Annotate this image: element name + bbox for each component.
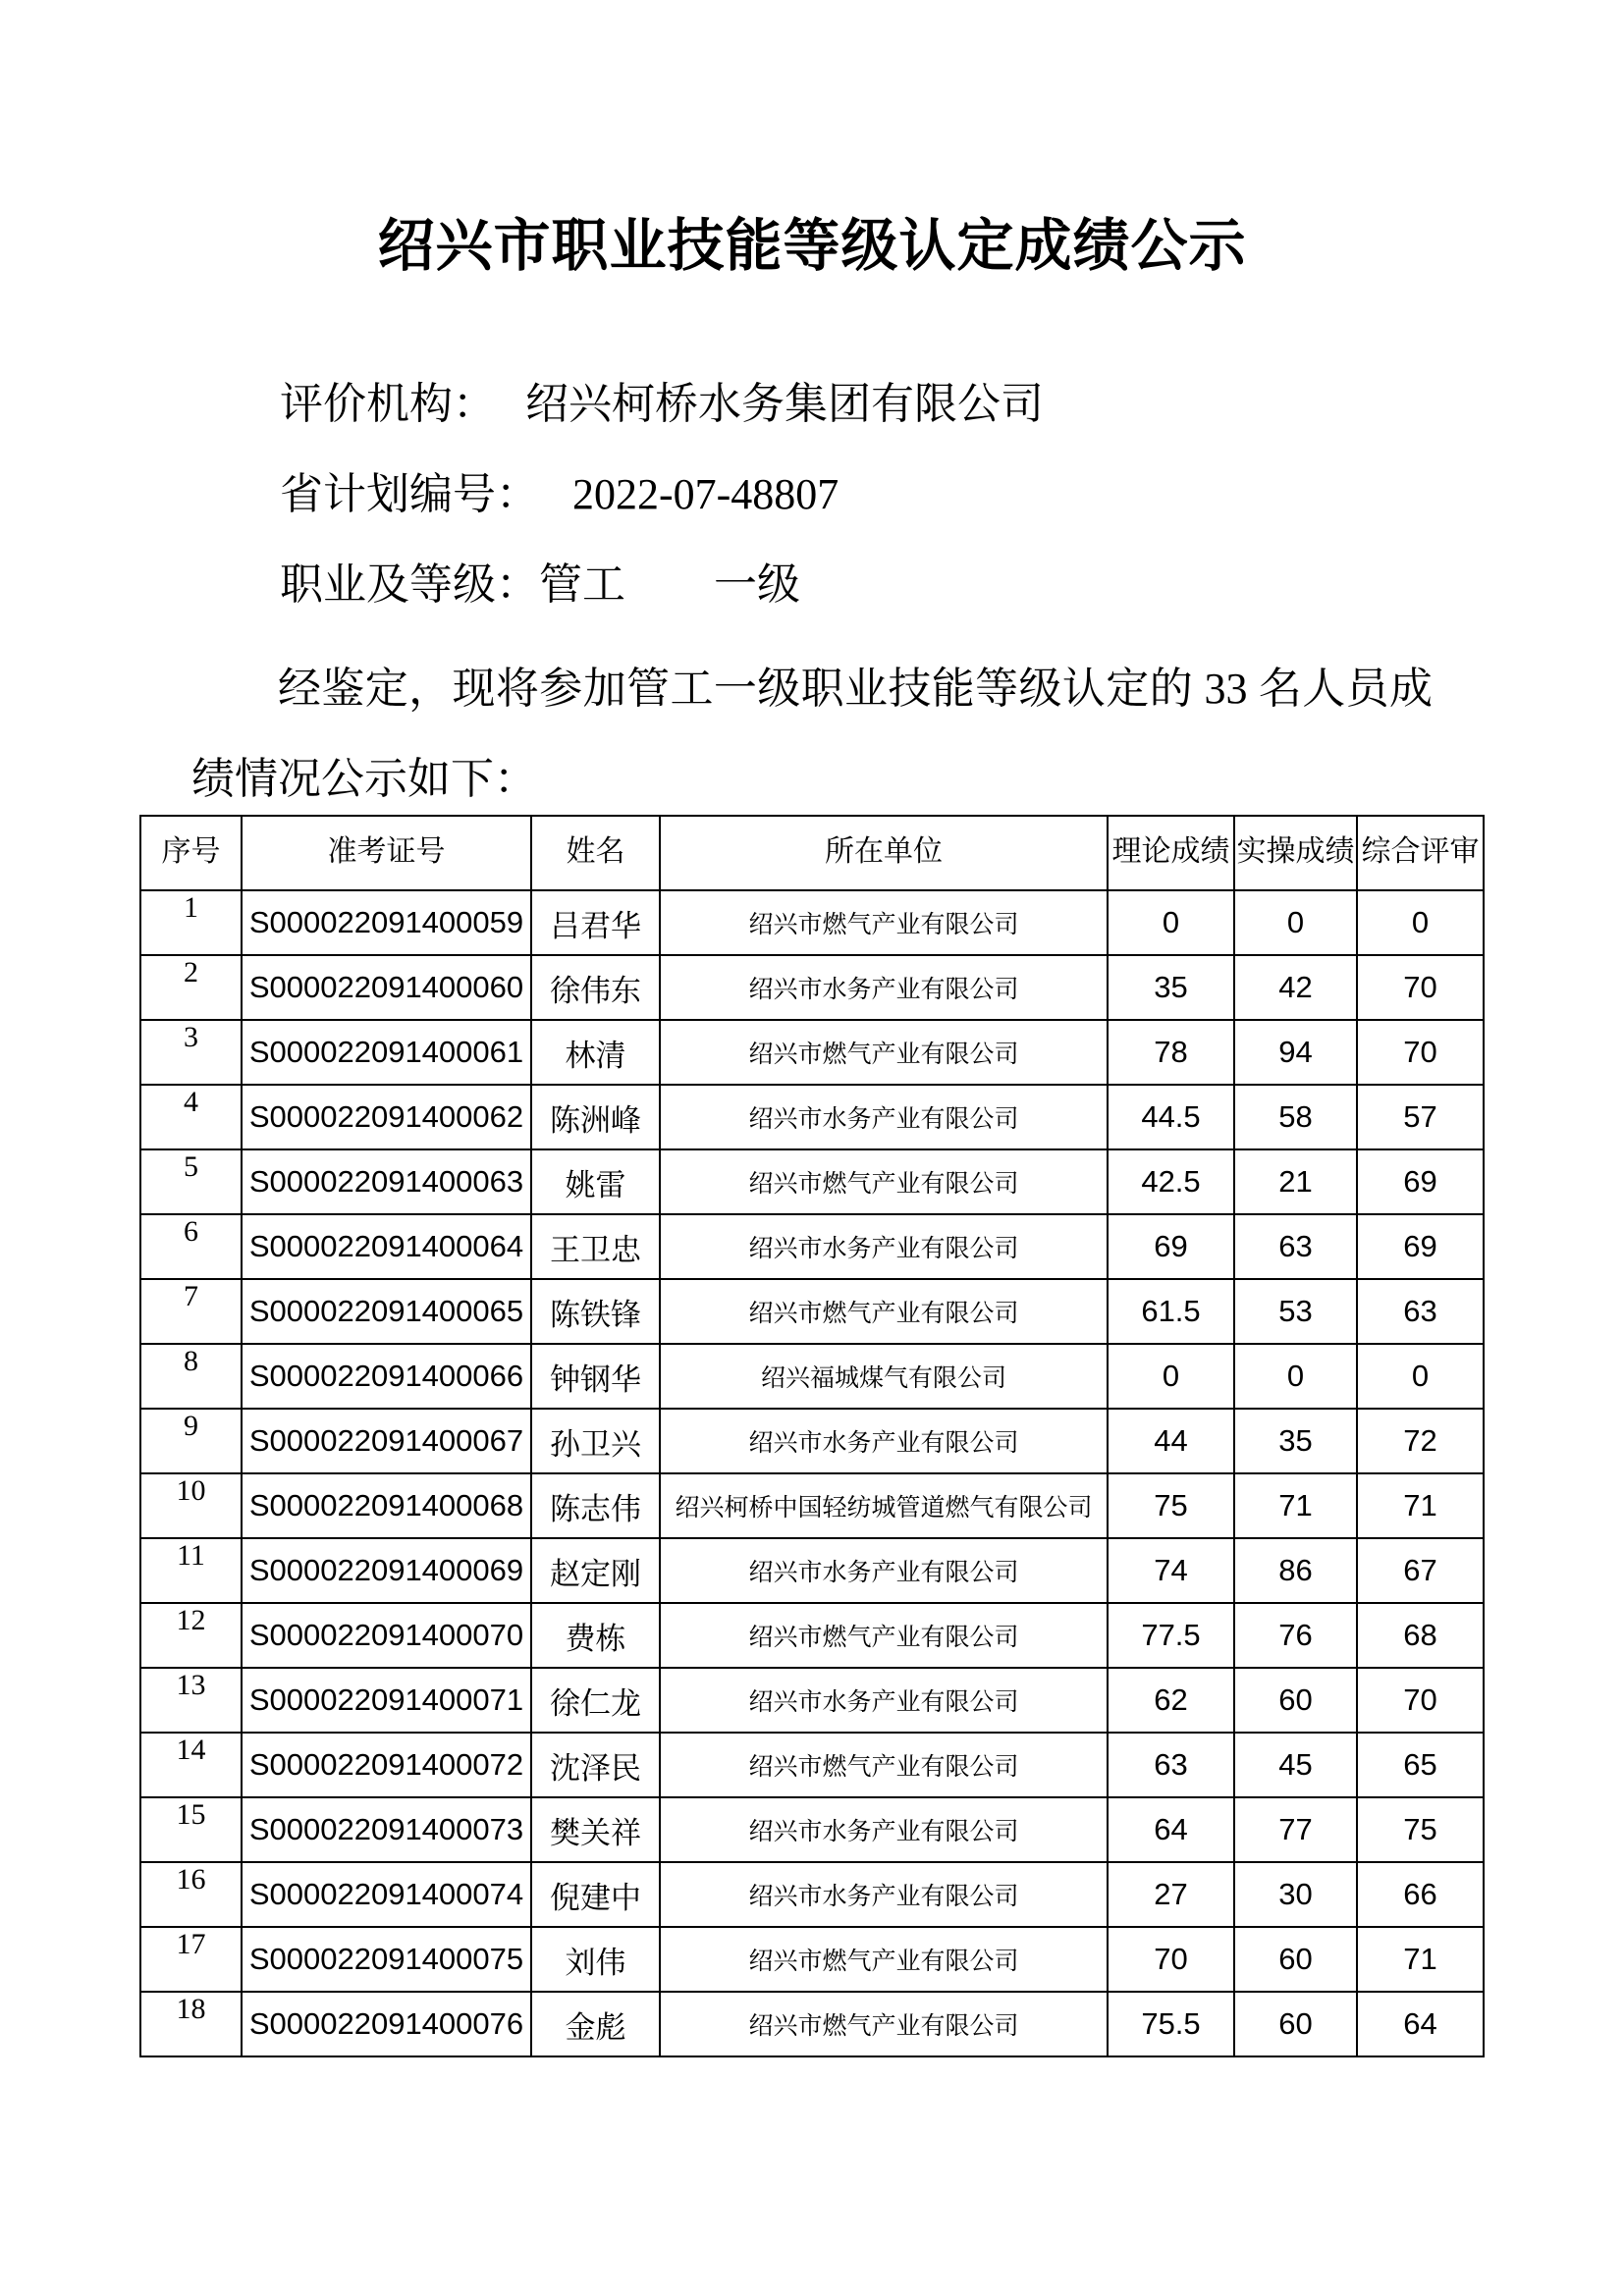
- cell-name: 王卫忠: [531, 1214, 660, 1279]
- cell-seq: 6: [140, 1214, 242, 1279]
- info-line-agency: [191, 359, 1433, 450]
- cell-company: 绍兴市燃气产业有限公司: [660, 1279, 1108, 1344]
- table-row: [140, 1603, 1484, 1668]
- table-row: [140, 1149, 1484, 1214]
- table-row: [140, 1992, 1484, 2056]
- cell-exam-id: S000022091400076: [242, 1992, 531, 2056]
- cell-name: 沈泽民: [531, 1733, 660, 1797]
- header-exam-id: 准考证号: [242, 816, 531, 890]
- cell-seq: 18: [140, 1992, 242, 2056]
- cell-exam-id: S000022091400069: [242, 1538, 531, 1603]
- cell-exam-id: S000022091400061: [242, 1020, 531, 1085]
- cell-theory: 78: [1108, 1020, 1234, 1085]
- cell-exam-id: S000022091400073: [242, 1797, 531, 1862]
- cell-seq: 13: [140, 1668, 242, 1733]
- cell-exam-id: S000022091400060: [242, 955, 531, 1020]
- cell-review: 69: [1357, 1149, 1484, 1214]
- cell-review: 66: [1357, 1862, 1484, 1927]
- cell-theory: 64: [1108, 1797, 1234, 1862]
- cell-review: 67: [1357, 1538, 1484, 1603]
- cell-theory: 42.5: [1108, 1149, 1234, 1214]
- table-row: [140, 1085, 1484, 1149]
- cell-review: 75: [1357, 1797, 1484, 1862]
- cell-review: 0: [1357, 1344, 1484, 1409]
- info-block: [0, 359, 1624, 630]
- results-table: [139, 815, 1485, 2057]
- cell-practical: 42: [1234, 955, 1357, 1020]
- cell-name: 徐伟东: [531, 955, 660, 1020]
- cell-company: 绍兴市燃气产业有限公司: [660, 1603, 1108, 1668]
- cell-exam-id: S000022091400065: [242, 1279, 531, 1344]
- cell-exam-id: S000022091400066: [242, 1344, 531, 1409]
- cell-review: 65: [1357, 1733, 1484, 1797]
- page-title: 绍兴市职业技能等级认定成绩公示: [377, 214, 1247, 278]
- cell-seq: 16: [140, 1862, 242, 1927]
- cell-exam-id: S000022091400067: [242, 1409, 531, 1473]
- agency-label: 评价机构：: [280, 380, 496, 428]
- cell-seq: 3: [140, 1020, 242, 1085]
- cell-practical: 30: [1234, 1862, 1357, 1927]
- cell-review: 69: [1357, 1214, 1484, 1279]
- cell-review: 0: [1357, 890, 1484, 955]
- cell-review: 71: [1357, 1927, 1484, 1992]
- cell-name: 费栋: [531, 1603, 660, 1668]
- cell-name: 林清: [531, 1020, 660, 1085]
- cell-practical: 45: [1234, 1733, 1357, 1797]
- cell-review: 70: [1357, 1668, 1484, 1733]
- cell-theory: 61.5: [1108, 1279, 1234, 1344]
- cell-seq: 14: [140, 1733, 242, 1797]
- cell-review: 70: [1357, 955, 1484, 1020]
- table-row: [140, 1344, 1484, 1409]
- agency-value: 绍兴柯桥水务集团有限公司: [525, 380, 1044, 428]
- table-row: [140, 1214, 1484, 1279]
- cell-theory: 74: [1108, 1538, 1234, 1603]
- table-row: [140, 1020, 1484, 1085]
- level-value: 一级: [714, 561, 800, 609]
- cell-theory: 27: [1108, 1862, 1234, 1927]
- cell-practical: 21: [1234, 1149, 1357, 1214]
- table-header-row: [140, 816, 1484, 890]
- cell-practical: 35: [1234, 1409, 1357, 1473]
- cell-practical: 76: [1234, 1603, 1357, 1668]
- table-row: [140, 1733, 1484, 1797]
- cell-practical: 60: [1234, 1668, 1357, 1733]
- info-line-plan-number: [191, 450, 1433, 540]
- cell-practical: 60: [1234, 1927, 1357, 1992]
- header-practical: 实操成绩: [1234, 816, 1357, 890]
- cell-review: 72: [1357, 1409, 1484, 1473]
- plan-number-value: 2022-07-48807: [572, 470, 839, 518]
- table-row: [140, 1473, 1484, 1538]
- cell-exam-id: S000022091400063: [242, 1149, 531, 1214]
- cell-name: 徐仁龙: [531, 1668, 660, 1733]
- cell-exam-id: S000022091400071: [242, 1668, 531, 1733]
- cell-practical: 77: [1234, 1797, 1357, 1862]
- cell-name: 吕君华: [531, 890, 660, 955]
- cell-practical: 63: [1234, 1214, 1357, 1279]
- table-row: [140, 1862, 1484, 1927]
- cell-review: 70: [1357, 1020, 1484, 1085]
- cell-company: 绍兴市燃气产业有限公司: [660, 1020, 1108, 1085]
- info-line-occupation: [191, 540, 1433, 630]
- table-row: [140, 1797, 1484, 1862]
- cell-name: 陈铁锋: [531, 1279, 660, 1344]
- cell-theory: 62: [1108, 1668, 1234, 1733]
- cell-company: 绍兴市水务产业有限公司: [660, 1862, 1108, 1927]
- cell-company: 绍兴市水务产业有限公司: [660, 1668, 1108, 1733]
- cell-name: 姚雷: [531, 1149, 660, 1214]
- table-row: [140, 1409, 1484, 1473]
- cell-seq: 12: [140, 1603, 242, 1668]
- cell-review: 63: [1357, 1279, 1484, 1344]
- occupation-label: 职业及等级：: [280, 561, 539, 609]
- cell-theory: 69: [1108, 1214, 1234, 1279]
- cell-company: 绍兴市燃气产业有限公司: [660, 1927, 1108, 1992]
- cell-seq: 7: [140, 1279, 242, 1344]
- cell-review: 71: [1357, 1473, 1484, 1538]
- table-row: [140, 890, 1484, 955]
- cell-company: 绍兴市水务产业有限公司: [660, 1797, 1108, 1862]
- cell-company: 绍兴柯桥中国轻纺城管道燃气有限公司: [660, 1473, 1108, 1538]
- cell-name: 金彪: [531, 1992, 660, 2056]
- cell-review: 64: [1357, 1992, 1484, 2056]
- occupation-value: 管工: [539, 561, 625, 609]
- cell-review: 68: [1357, 1603, 1484, 1668]
- cell-exam-id: S000022091400072: [242, 1733, 531, 1797]
- cell-company: 绍兴市水务产业有限公司: [660, 1538, 1108, 1603]
- header-company: 所在单位: [660, 816, 1108, 890]
- cell-practical: 71: [1234, 1473, 1357, 1538]
- table-row: [140, 955, 1484, 1020]
- cell-exam-id: S000022091400068: [242, 1473, 531, 1538]
- cell-practical: 0: [1234, 890, 1357, 955]
- cell-exam-id: S000022091400059: [242, 890, 531, 955]
- cell-seq: 4: [140, 1085, 242, 1149]
- cell-company: 绍兴市燃气产业有限公司: [660, 1733, 1108, 1797]
- cell-name: 钟钢华: [531, 1344, 660, 1409]
- cell-name: 倪建中: [531, 1862, 660, 1927]
- cell-company: 绍兴市燃气产业有限公司: [660, 1992, 1108, 2056]
- cell-seq: 17: [140, 1927, 242, 1992]
- cell-seq: 1: [140, 890, 242, 955]
- header-name: 姓名: [531, 816, 660, 890]
- cell-exam-id: S000022091400062: [242, 1085, 531, 1149]
- header-review: 综合评审: [1357, 816, 1484, 890]
- cell-theory: 77.5: [1108, 1603, 1234, 1668]
- cell-review: 57: [1357, 1085, 1484, 1149]
- cell-practical: 58: [1234, 1085, 1357, 1149]
- cell-name: 赵定刚: [531, 1538, 660, 1603]
- cell-name: 陈洲峰: [531, 1085, 660, 1149]
- cell-company: 绍兴福城煤气有限公司: [660, 1344, 1108, 1409]
- cell-theory: 44: [1108, 1409, 1234, 1473]
- announcement-paragraph: 经鉴定，现将参加管工一级职业技能等级认定的 33 名人员成绩情况公示如下：: [191, 665, 1433, 803]
- cell-theory: 75.5: [1108, 1992, 1234, 2056]
- cell-name: 陈志伟: [531, 1473, 660, 1538]
- cell-theory: 44.5: [1108, 1085, 1234, 1149]
- cell-company: 绍兴市燃气产业有限公司: [660, 890, 1108, 955]
- cell-practical: 0: [1234, 1344, 1357, 1409]
- header-seq: 序号: [140, 816, 242, 890]
- cell-seq: 10: [140, 1473, 242, 1538]
- cell-theory: 0: [1108, 1344, 1234, 1409]
- cell-theory: 75: [1108, 1473, 1234, 1538]
- cell-theory: 70: [1108, 1927, 1234, 1992]
- table-row: [140, 1279, 1484, 1344]
- cell-name: 刘伟: [531, 1927, 660, 1992]
- cell-seq: 5: [140, 1149, 242, 1214]
- table-row: [140, 1927, 1484, 1992]
- cell-company: 绍兴市水务产业有限公司: [660, 1409, 1108, 1473]
- header-theory: 理论成绩: [1108, 816, 1234, 890]
- cell-name: 樊关祥: [531, 1797, 660, 1862]
- cell-name: 孙卫兴: [531, 1409, 660, 1473]
- cell-seq: 8: [140, 1344, 242, 1409]
- plan-number-label: 省计划编号：: [280, 470, 539, 518]
- cell-exam-id: S000022091400075: [242, 1927, 531, 1992]
- table-row: [140, 1668, 1484, 1733]
- cell-company: 绍兴市水务产业有限公司: [660, 1085, 1108, 1149]
- cell-practical: 53: [1234, 1279, 1357, 1344]
- cell-practical: 86: [1234, 1538, 1357, 1603]
- table-row: [140, 1538, 1484, 1603]
- cell-theory: 63: [1108, 1733, 1234, 1797]
- cell-exam-id: S000022091400064: [242, 1214, 531, 1279]
- cell-seq: 11: [140, 1538, 242, 1603]
- cell-theory: 35: [1108, 955, 1234, 1020]
- cell-exam-id: S000022091400074: [242, 1862, 531, 1927]
- cell-company: 绍兴市燃气产业有限公司: [660, 1149, 1108, 1214]
- cell-seq: 15: [140, 1797, 242, 1862]
- cell-practical: 60: [1234, 1992, 1357, 2056]
- cell-seq: 2: [140, 955, 242, 1020]
- cell-practical: 94: [1234, 1020, 1357, 1085]
- cell-company: 绍兴市水务产业有限公司: [660, 1214, 1108, 1279]
- cell-seq: 9: [140, 1409, 242, 1473]
- cell-theory: 0: [1108, 890, 1234, 955]
- cell-exam-id: S000022091400070: [242, 1603, 531, 1668]
- cell-company: 绍兴市水务产业有限公司: [660, 955, 1108, 1020]
